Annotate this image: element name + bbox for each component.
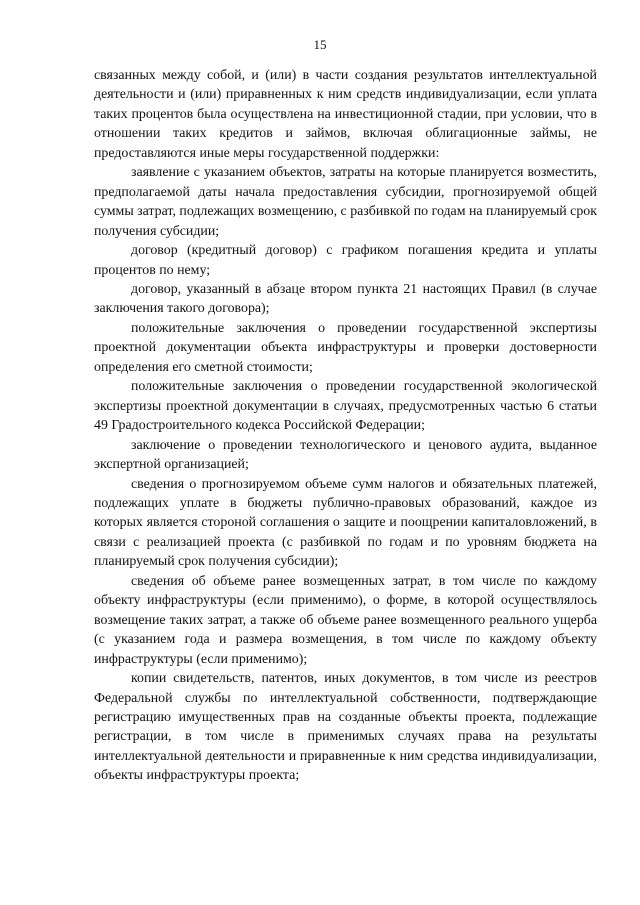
page-number: 15 xyxy=(313,37,327,52)
paragraph-patent-copies: копии свидетельств, патентов, иных документов, в том числе из реестров Федеральной службы по интеллектуальной собственности, подтверждающие регистрацию имущественных прав на созданные объекты проекта, подлежащие регистрации, в том числе в применимых случаях права на результаты интеллектуальной деятельности и приравненные к ним средства индивидуализации, объекты инфраструктуры проекта; xyxy=(94,671,597,784)
paragraph-state-expertise: положительные заключения о проведении государственной экспертизы проектной документации объекта инфраструктуры и проверки достоверности определения его сметной стоимости; xyxy=(94,320,597,375)
paragraph-audit-conclusion: заключение о проведении технологического и ценового аудита, выданное экспертной организацией; xyxy=(94,437,597,473)
document-body xyxy=(94,66,597,786)
paragraph-agreement-clause-21: договор, указанный в абзаце втором пункта 21 настоящих Правил (в случае заключения такого договора); xyxy=(94,281,597,317)
paragraph-ecological-expertise: положительные заключения о проведении государственной экологической экспертизы проектной документации в случаях, предусмотренных частью 6 статьи 49 Градостроительного кодекса Российской Федерации; xyxy=(94,379,597,434)
paragraph-application: заявление с указанием объектов, затраты на которые планируется возместить, предполагаемой даты начала предоставления субсидии, прогнозируемой общей суммы затрат, подлежащих возмещению, с разбивкой по годам на планируемый срок получения субсидии; xyxy=(94,165,597,239)
paragraph-loan-agreement: договор (кредитный договор) с графиком погашения кредита и уплаты процентов по нему; xyxy=(94,243,597,278)
paragraph-continuation: связанных между собой, и (или) в части создания результатов интеллектуальной деятельности и (или) приравненных к ним средств индивидуализации, если уплата таких процентов была осуществлена на инвестиционной стадии, при условии, что в отношении таких кредитов и займов, включая облигационные займы, не предоставляются иные меры государственной поддержки: xyxy=(94,68,597,161)
paragraph-reimbursed-costs: сведения об объеме ранее возмещенных затрат, в том числе по каждому объекту инфраструктуры (если применимо), о форме, в которой осуществлялось возмещение таких затрат, а также об объеме ранее возмещенного реального ущерба (с указанием года и размера возмещения, в том числе по каждому объекту инфраструктуры (если применимо); xyxy=(94,573,597,667)
paragraph-tax-forecast: сведения о прогнозируемом объеме сумм налогов и обязательных платежей, подлежащих уплате в бюджеты публично-правовых образований, каждое из которых является стороной соглашения о защите и поощрении капиталовложений, в связи с реализацией проекта (с разбивкой по годам и по уровням бюджета на планируемый срок получения субсидии); xyxy=(94,476,597,570)
